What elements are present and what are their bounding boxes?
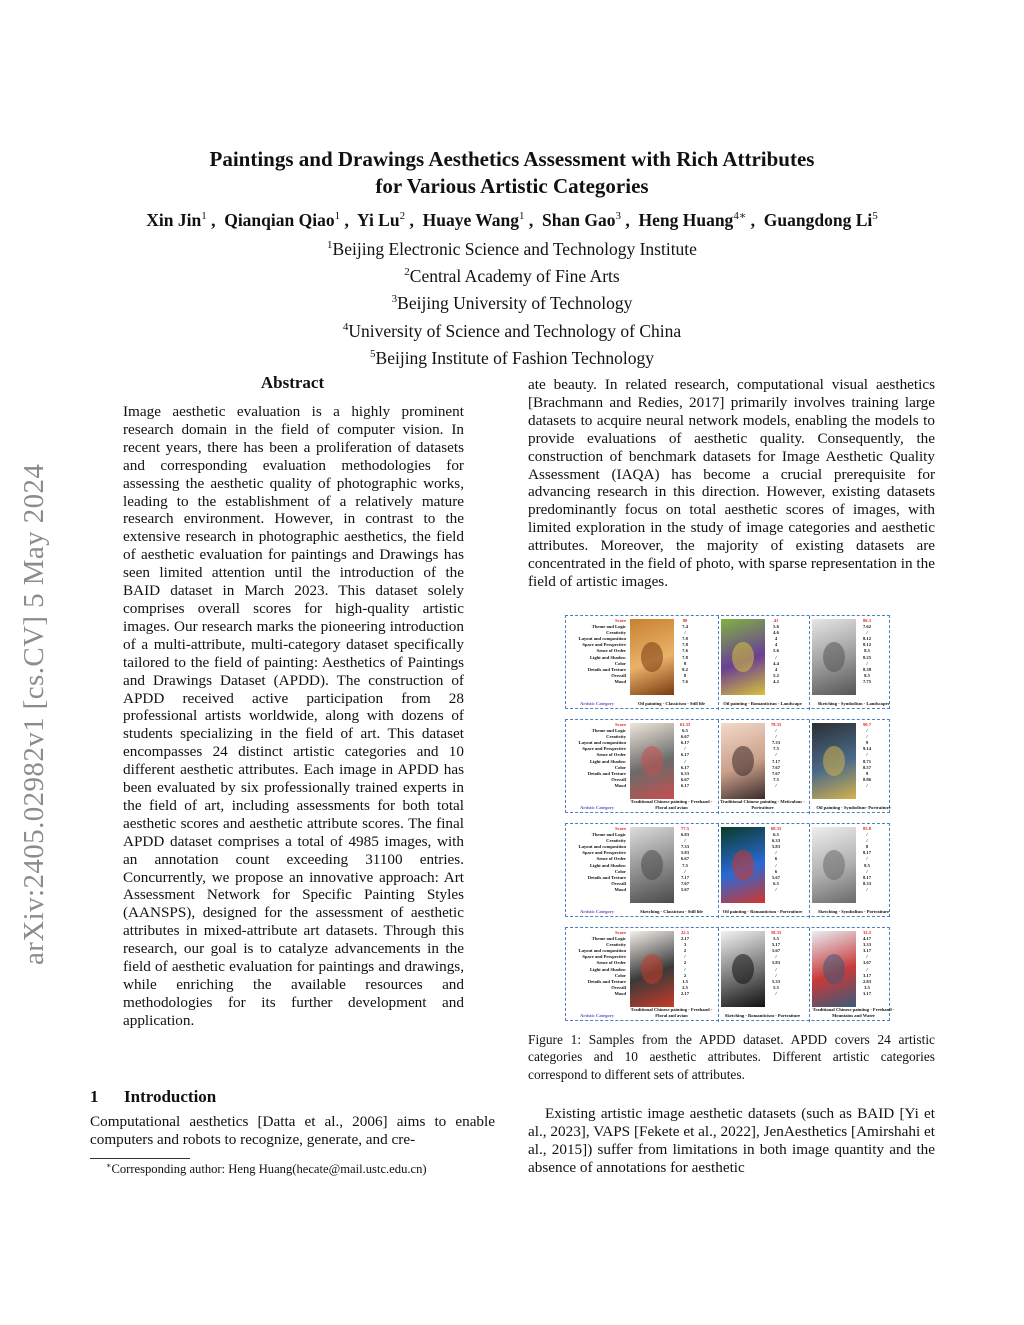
- attribute-label: Mood: [614, 886, 626, 892]
- section-number: 1: [90, 1087, 99, 1106]
- score-value: 41: [773, 618, 779, 623]
- score-value: 22.5: [680, 930, 690, 935]
- attribute-label: Layout and composition: [578, 636, 626, 642]
- score-value: 4.17: [862, 936, 872, 942]
- panel-separator: [718, 928, 719, 1022]
- score-value: 6.33: [680, 770, 690, 776]
- score-value: 8.2: [682, 666, 688, 672]
- score-value: /: [684, 954, 686, 960]
- attribute-label: Details and Texture: [587, 874, 626, 880]
- author: Qianqian Qiao$^1$: [224, 209, 341, 230]
- score-value: 9: [865, 770, 869, 776]
- author: Shan Gao$^3$: [542, 209, 621, 230]
- category-label: Artistic Category: [579, 1013, 615, 1018]
- score-value: 8.25: [862, 654, 872, 660]
- score-value: 6.5: [682, 728, 688, 734]
- affiliation: $^2$Central Academy of Fine Arts: [404, 266, 620, 287]
- score-value: 3.17: [862, 990, 872, 996]
- score-value: 5.5: [773, 936, 779, 942]
- score-value: 8.5: [864, 862, 870, 868]
- score-value: 8.86: [862, 776, 872, 782]
- score-values: [666, 826, 704, 893]
- introduction-body: Computational aesthetics [Datta et al., 2006] aims to enable computers and robots to recognize, generate, and cre-: [90, 1113, 495, 1148]
- title-line-1: Paintings and Drawings Aesthetics Assessment with Rich Attributes: [209, 147, 815, 171]
- score-value: 8.5: [864, 672, 870, 678]
- score-value: 80: [682, 618, 688, 623]
- score-value: 7.5: [773, 746, 779, 752]
- score-value: 6.17: [680, 752, 690, 758]
- score-value: 58.33: [770, 930, 782, 935]
- attribute-label: Color: [614, 972, 626, 978]
- artwork-shape: [823, 850, 845, 880]
- score-value: 7.6: [682, 648, 688, 654]
- category-label: Artistic Category: [579, 805, 615, 810]
- artwork-shape: [641, 642, 663, 672]
- attribute-label: Overall: [611, 984, 626, 990]
- attribute-label: Color: [614, 868, 626, 874]
- artwork-category: Sketching - Romanticism - Portraiture: [724, 1012, 801, 1018]
- attribute-labels: [568, 618, 626, 685]
- score-value: 6.67: [680, 856, 690, 862]
- attribute-label: Overall: [611, 880, 626, 886]
- score-value: 6.17: [680, 764, 690, 770]
- score-value: 7.33: [680, 844, 690, 850]
- attribute-labels: [568, 826, 626, 893]
- attribute-label: Details and Texture: [587, 666, 626, 672]
- score-value: /: [775, 734, 777, 740]
- score-value: /: [866, 832, 868, 838]
- score-value: 3.67: [862, 960, 872, 966]
- attribute-label: Mood: [614, 678, 626, 684]
- score-value: 8.12: [862, 636, 872, 642]
- score-values: [757, 826, 795, 893]
- attribute-label: Score: [615, 722, 626, 727]
- score-value: /: [866, 728, 868, 734]
- affiliation-list: [0, 234, 1024, 370]
- score-value: 7.5: [682, 862, 688, 868]
- score-value: /: [775, 862, 777, 868]
- score-value: 8: [683, 660, 687, 666]
- abstract-body: Image aesthetic evaluation is a highly prominent research domain in the field of computer vision. In recent years, there has been a proliferation of datasets and corresponding evaluation methodologies for assessing the aesthetic quality of photographic works, leading to the establishment of a relatively mature research environment. However, in contrast to the extensive research in photographic aesthetics, the field of aesthetic evaluation for paintings and Drawings has seen limited attention until the introduction of the BAID dataset in March 2023. This dataset solely comprises overall scores for high-quality artistic images. Our research marks the pioneering introduction of a multi-attribute, multi-category dataset specifically tailored to the field of painting: Aesthetics of Paintings and Drawings Dataset (APDD). The construction of APDD received active participation from 28 professional artists worldwide, along with dozens of students specializing in the field of art. This dataset encompasses 24 distinct artistic categories and 10 different aesthetic attributes. Each image in APDD has been evaluated by six professionally trained experts in the field of art, including assessments for both total aesthetic scores and aesthetic attribute scores. The final APDD dataset comprises a total of 4985 images, with an annotation count exceeding 31100 entries. Concurrently, we propose an innovative approach: Art Assessment Network for Specific Painting Styles (AANSPS), designed for the assessment of aesthetic attributes in mixed-attribute art datasets. Through this research, our goal is to catalyze advancements in the field of aesthetic evaluation for paintings and drawings, while enriching the available resources and methodologies for its further development and application.: [123, 403, 464, 1029]
- score-value: /: [866, 734, 868, 740]
- attribute-label: Space and Perspective: [582, 642, 626, 648]
- artwork-shape: [641, 954, 663, 984]
- score-value: 4.6: [773, 630, 779, 636]
- attribute-label: Layout and composition: [578, 844, 626, 850]
- attribute-label: Creativity: [606, 838, 626, 844]
- score-value: 8.71: [862, 758, 872, 764]
- score-value: 5.6: [773, 648, 779, 654]
- score-value: 6.67: [680, 734, 690, 740]
- score-value: /: [866, 838, 868, 844]
- arxiv-side-stamp: arXiv:2405.02982v1 [cs.CV] 5 May 2024: [18, 463, 50, 965]
- attribute-label: Sense of Order: [596, 648, 626, 654]
- score-value: /: [866, 886, 868, 892]
- attribute-label: Theme and Logic: [591, 832, 626, 838]
- artwork-category: Oil painting - Symbolism- Portraiture: [816, 804, 891, 810]
- score-value: 3.17: [862, 948, 872, 954]
- score-value: /: [866, 752, 868, 758]
- attribute-label: Score: [615, 618, 626, 623]
- score-value: /: [866, 660, 868, 666]
- figure-panel: [565, 719, 890, 813]
- score-value: 7.67: [680, 880, 690, 886]
- attribute-label: Score: [615, 826, 626, 831]
- score-value: 7.8: [682, 654, 688, 660]
- right-column-paragraph: ate beauty. In related research, computational visual aesthetics [Brachmann and Redies, 2017] primarily involves training large datasets to acquire neural network models, enabling the models to provide evaluations of aesthetic quality. Consequently, the construction of benchmark datasets for Image Aesthetic Quality Assessment (IAQA) has become a crucial prerequisite for advancing research in this direction. However, existing datasets predominantly focus on total aesthetic scores of images, with limited exploration in the study of image categories and aesthetic attributes. Moreover, the majority of existing datasets are concentrated in the field of photo, with sparse representation in the field of artistic images.: [528, 376, 935, 590]
- score-value: /: [775, 966, 777, 972]
- section-heading-introduction: [90, 1087, 495, 1107]
- attribute-label: Theme and Logic: [591, 936, 626, 942]
- artwork-shape: [823, 954, 845, 984]
- attribute-labels: [568, 722, 626, 789]
- affiliation: $^4$University of Science and Technology of China: [342, 320, 682, 341]
- score-value: 63.33: [679, 722, 691, 727]
- score-value: 85.8: [862, 826, 872, 831]
- score-value: 5.67: [680, 886, 690, 892]
- score-value: 2: [683, 972, 687, 978]
- artwork-shape: [823, 746, 845, 776]
- score-value: 9: [865, 740, 869, 746]
- score-value: 6.5: [773, 832, 779, 838]
- score-values: [757, 722, 795, 789]
- category-label: Artistic Category: [579, 701, 615, 706]
- score-value: 78.33: [770, 722, 782, 727]
- section-title: Introduction: [124, 1087, 217, 1106]
- score-value: /: [775, 782, 777, 788]
- score-value: /: [775, 990, 777, 996]
- score-value: 6.17: [680, 782, 690, 788]
- score-value: /: [866, 856, 868, 862]
- score-value: 86.3: [862, 618, 872, 623]
- figure-panel: [565, 927, 895, 1021]
- footnote: ∗Corresponding author: Heng Huang(hecate@mail.ustc.edu.cn): [106, 1161, 427, 1177]
- attribute-label: Light and Shadow: [589, 654, 626, 660]
- score-value: 5.83: [680, 850, 690, 856]
- score-value: 7.67: [771, 770, 781, 776]
- score-value: 6.33: [771, 838, 781, 844]
- score-value: 8.5: [864, 648, 870, 654]
- score-value: 7.6: [682, 678, 688, 684]
- score-value: 7.4: [682, 624, 688, 630]
- attribute-label: Overall: [611, 776, 626, 782]
- score-value: /: [684, 966, 686, 972]
- author: Huaye Wang$^1$: [422, 209, 525, 230]
- affiliation: $^1$Beijing Electronic Science and Technology Institute: [327, 238, 697, 259]
- attribute-label: Mood: [614, 782, 626, 788]
- score-values: [757, 930, 795, 997]
- author: Heng Huang$^{4∗}$: [638, 209, 747, 230]
- score-value: 5.2: [773, 672, 779, 678]
- score-value: /: [684, 630, 686, 636]
- score-value: 5.67: [771, 874, 781, 880]
- score-value: /: [775, 728, 777, 734]
- affiliation: $^3$Beijing University of Technology: [391, 293, 633, 314]
- score-value: 7.5: [773, 776, 779, 782]
- attribute-label: Layout and composition: [578, 948, 626, 954]
- score-values: [848, 722, 886, 789]
- artwork-category: Traditional Chinese painting - Meticulous - Portraiture: [720, 799, 805, 810]
- score-value: 7.62: [862, 624, 872, 630]
- score-value: 1.5: [682, 978, 688, 984]
- attribute-label: Creativity: [606, 734, 626, 740]
- author: Xin Jin$^1$: [146, 209, 207, 230]
- attribute-label: Overall: [611, 672, 626, 678]
- attribute-label: Creativity: [606, 942, 626, 948]
- author: Yi Lu$^2$: [356, 209, 406, 230]
- score-value: 8.33: [862, 880, 872, 886]
- score-values: [757, 618, 795, 685]
- attribute-label: Theme and Logic: [591, 624, 626, 630]
- score-value: 7.8: [682, 636, 688, 642]
- score-value: 2.17: [680, 936, 690, 942]
- score-value: 6.67: [680, 776, 690, 782]
- attribute-label: Score: [615, 930, 626, 935]
- score-value: 5.83: [771, 960, 781, 966]
- footnote-rule: [90, 1158, 190, 1159]
- score-value: 4.2: [773, 678, 779, 684]
- author-list: Xin Jin$^1$ , Qianqian Qiao$^1$ , Yi Lu$^2$ , Huaye Wang$^1$ , Shan Gao$^3$ , Heng Huang$^{4∗}$ , Guangdong Li$^5$: [146, 209, 878, 230]
- attribute-label: Layout and composition: [578, 740, 626, 746]
- affiliation: $^5$Beijing Institute of Fashion Technology: [370, 347, 654, 368]
- score-value: 6.83: [680, 832, 690, 838]
- artwork-shape: [732, 850, 754, 880]
- attribute-label: Details and Texture: [587, 770, 626, 776]
- score-value: /: [775, 886, 777, 892]
- score-value: 2.5: [682, 984, 688, 990]
- attribute-label: Light and Shadow: [589, 758, 626, 764]
- attribute-label: Sense of Order: [596, 960, 626, 966]
- category-label: Artistic Category: [579, 909, 615, 914]
- artwork-category: Oil painting - Classicism - Still life: [637, 700, 706, 706]
- score-value: 7.8: [682, 642, 688, 648]
- artwork-category: Traditional Chinese painting - Freehand - Floral and avian: [630, 799, 713, 810]
- score-value: /: [866, 630, 868, 636]
- score-value: 8: [865, 844, 869, 850]
- artwork-shape: [732, 954, 754, 984]
- title-line-2: for Various Artistic Categories: [375, 174, 649, 198]
- score-value: 6: [774, 856, 778, 862]
- artwork-shape: [732, 642, 754, 672]
- abstract-heading: Abstract: [260, 373, 325, 392]
- score-value: 4.4: [773, 660, 779, 666]
- panel-separator: [718, 824, 719, 918]
- score-value: 8.57: [862, 764, 872, 770]
- score-value: 5.83: [771, 844, 781, 850]
- right-column-paragraph-2: Existing artistic image aesthetic datasets (such as BAID [Yi et al., 2023], VAPS [Fekete et al., 2022], JenAesthetics [Amirshahi et al., 2015]) suffer from limitations in both image quantity and the absence of annotations for aesthetic: [528, 1105, 935, 1176]
- score-value: 3.17: [862, 972, 872, 978]
- paper-title: [0, 146, 1024, 200]
- score-value: /: [866, 782, 868, 788]
- artwork-category: Sketching - Classicism - Still life: [640, 908, 703, 914]
- attribute-label: Theme and Logic: [591, 728, 626, 734]
- score-values: [848, 618, 886, 685]
- score-value: 8.12: [862, 642, 872, 648]
- score-value: 5.5: [773, 984, 779, 990]
- attribute-label: Creativity: [606, 630, 626, 636]
- score-value: 7.75: [862, 678, 872, 684]
- attribute-labels: [568, 930, 626, 997]
- score-value: /: [775, 850, 777, 856]
- score-value: 90.7: [862, 722, 872, 727]
- score-value: 7.17: [771, 758, 781, 764]
- score-value: 4: [774, 636, 778, 642]
- score-value: /: [684, 746, 686, 752]
- score-value: /: [866, 954, 868, 960]
- artwork-category: Oil painting - Romanticism - Landscape: [723, 700, 802, 706]
- panel-separator: [718, 616, 719, 710]
- score-value: 8.17: [862, 850, 872, 856]
- score-values: [848, 930, 886, 997]
- attribute-label: Space and Perspective: [582, 850, 626, 856]
- attribute-label: Details and Texture: [587, 978, 626, 984]
- score-value: 4: [774, 666, 778, 672]
- score-value: 2: [683, 960, 687, 966]
- score-value: 5.17: [771, 942, 781, 948]
- score-value: 7.17: [680, 874, 690, 880]
- score-value: 9.14: [862, 746, 872, 752]
- attribute-label: Color: [614, 660, 626, 666]
- score-value: /: [684, 758, 686, 764]
- attribute-label: Sense of Order: [596, 856, 626, 862]
- score-value: /: [775, 954, 777, 960]
- attribute-label: Light and Shadow: [589, 862, 626, 868]
- score-value: 8.38: [862, 666, 872, 672]
- score-value: 4: [774, 642, 778, 648]
- artwork-category: Sketching - Symbolism - Portraiture: [817, 908, 890, 914]
- score-value: /: [866, 966, 868, 972]
- score-value: 2: [683, 948, 687, 954]
- artwork-category: Traditional Chinese painting - Freehand - Mountains and Water: [812, 1007, 895, 1018]
- score-value: 6.17: [680, 740, 690, 746]
- artwork-shape: [641, 746, 663, 776]
- artwork-category: Traditional Chinese painting - Freehand - Floral and avian: [630, 1007, 713, 1018]
- artwork-shape: [823, 642, 845, 672]
- score-value: /: [684, 868, 686, 874]
- attribute-label: Sense of Order: [596, 752, 626, 758]
- attribute-label: Mood: [614, 990, 626, 996]
- artwork-shape: [732, 746, 754, 776]
- attribute-label: Light and Shadow: [589, 966, 626, 972]
- score-value: 2.83: [862, 978, 872, 984]
- score-values: [666, 618, 704, 685]
- score-value: 5.33: [771, 978, 781, 984]
- score-value: 3.33: [862, 942, 872, 948]
- score-value: /: [775, 654, 777, 660]
- artwork-category: Oil painting - Romanticism - Portraiture: [722, 908, 803, 914]
- score-value: 3.5: [864, 984, 870, 990]
- panel-separator: [809, 824, 810, 918]
- score-value: 5.6: [773, 624, 779, 630]
- score-value: /: [684, 838, 686, 844]
- score-value: 77.5: [680, 826, 690, 831]
- attribute-label: Space and Perspective: [582, 746, 626, 752]
- artwork-category: Sketching - Symbolism - Landscapes: [817, 700, 890, 706]
- attribute-label: Space and Perspective: [582, 954, 626, 960]
- score-value: 8: [683, 672, 687, 678]
- score-value: /: [775, 752, 777, 758]
- score-value: 6: [774, 868, 778, 874]
- figure-panel: [565, 615, 890, 709]
- score-value: 3: [683, 942, 687, 948]
- score-value: 68.33: [770, 826, 782, 831]
- score-value: 7.67: [771, 764, 781, 770]
- figure-caption: Figure 1: Samples from the APDD dataset. APDD covers 24 artistic categories and 10 aesthetic attributes. Different artistic categories correspond to different sets of attributes.: [528, 1032, 935, 1082]
- panel-separator: [809, 720, 810, 814]
- score-value: 2.17: [680, 990, 690, 996]
- score-value: 7.33: [771, 740, 781, 746]
- score-values: [666, 930, 704, 997]
- artwork-shape: [641, 850, 663, 880]
- score-value: 6.5: [773, 880, 779, 886]
- score-values: [666, 722, 704, 789]
- panel-separator: [809, 616, 810, 710]
- score-value: 8.17: [862, 874, 872, 880]
- figure-panel: [565, 823, 890, 917]
- score-value: /: [866, 868, 868, 874]
- score-value: /: [775, 972, 777, 978]
- attribute-label: Color: [614, 764, 626, 770]
- score-values: [848, 826, 886, 893]
- score-value: 5.67: [771, 948, 781, 954]
- score-value: 32.5: [862, 930, 872, 935]
- author: Guangdong Li$^5$: [763, 209, 878, 230]
- figure-1: [565, 615, 895, 1020]
